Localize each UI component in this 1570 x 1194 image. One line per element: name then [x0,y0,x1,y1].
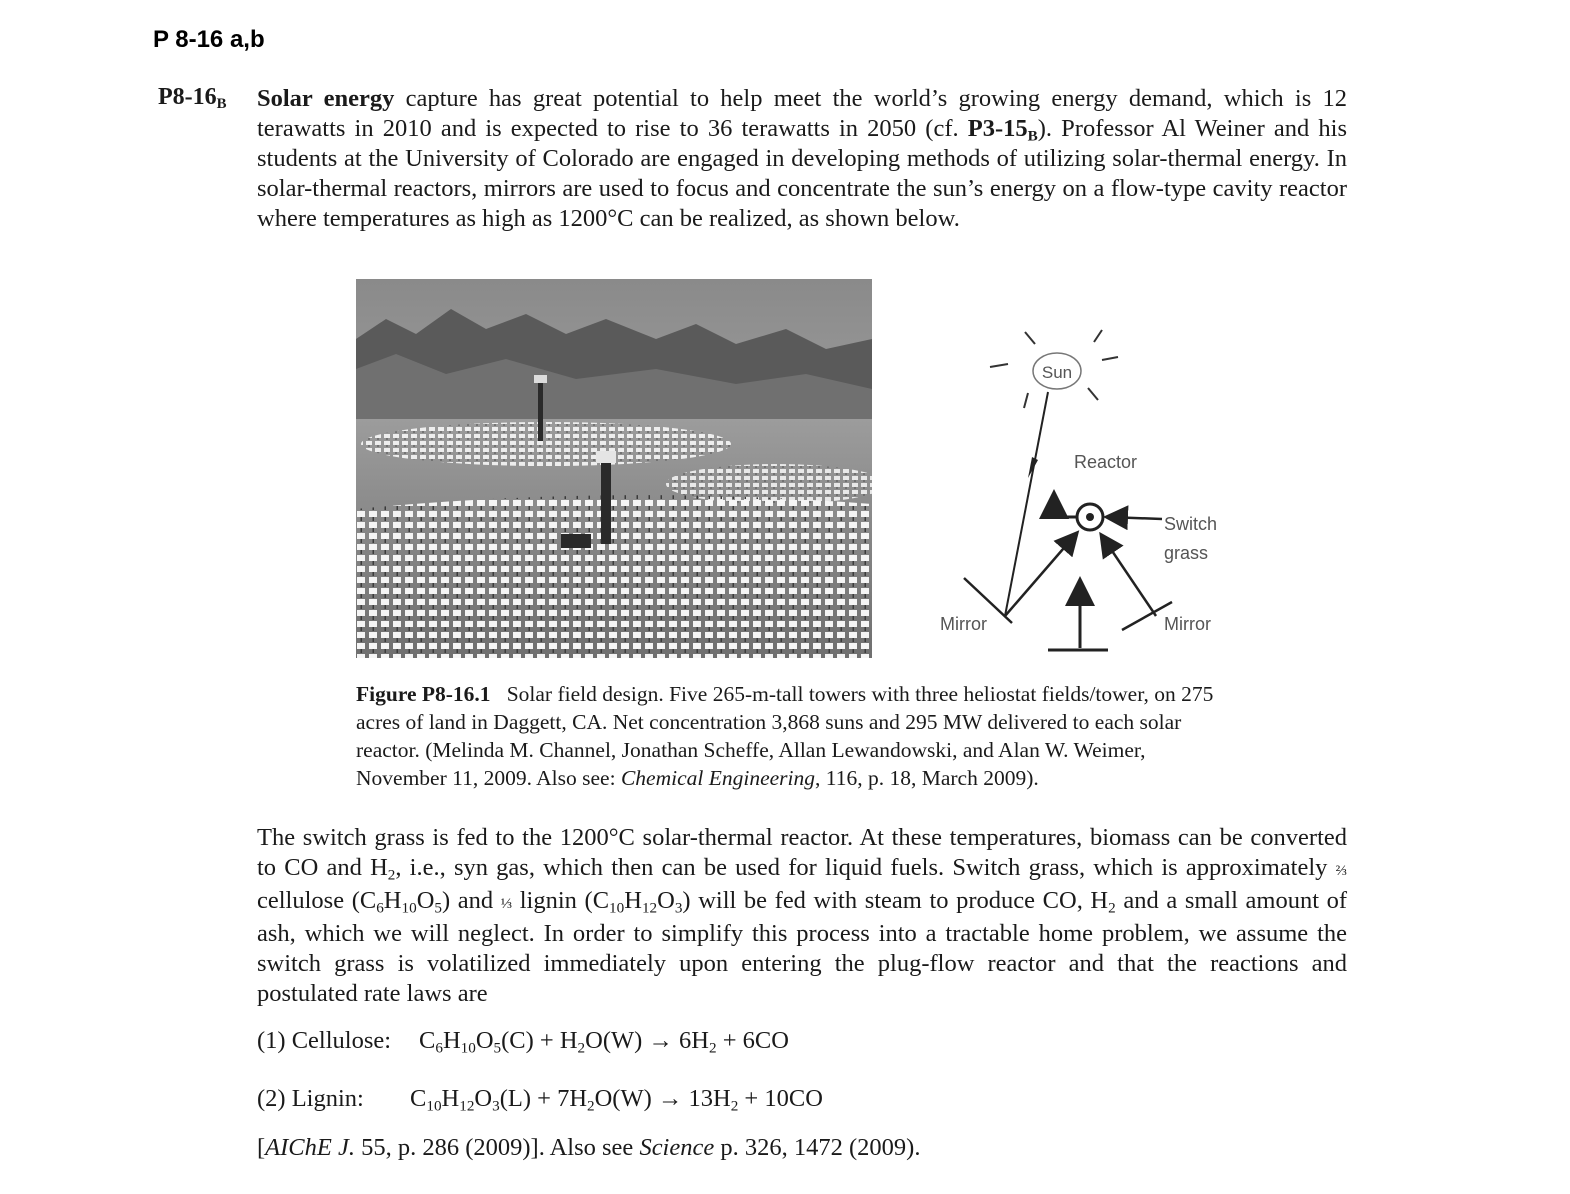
mirror-left-label: Mirror [940,614,987,634]
equation-lignin: (2) Lignin: $C_{10}H_{12}O_3(L) + 7H_2O(W) \to 13H_2 + 10CO$ [257,1085,823,1115]
figure-caption: Figure P8-16.1 Solar field design. Five 265-m-tall towers with three heliostat fields/tower, on 275 acres of land in Daggett, CA. Net concentration 3,868 suns and 295 MW delivered to each solar reactor. (Melinda M. Channel, Jonathan Scheffe, Allan Lewandowski, and Alan W. Weimer, November 11, 2009. Also see: Chemical Engineering, 116, p. 18, March 2009). [356,682,1214,790]
grass-label: grass [1164,543,1209,563]
mirror-right-label: Mirror [1164,614,1211,634]
fraction-one-third: ⅓ [500,895,513,912]
figure-label: Figure P8-16.1 [356,682,491,706]
references: [AIChE J. 55, p. 286 (2009)]. Also see Science p. 326, 1472 (2009). [257,1134,921,1161]
problem-number: $P8-16_B$ [158,84,227,113]
page-heading: P 8-16 a,b [153,26,265,53]
fraction-two-thirds: ⅔ [1335,862,1347,879]
reactor-diagram [930,320,1250,660]
cross-reference: $P3-15_B$ [967,115,1038,145]
body-paragraph: The switch grass is fed to the 1200°C solar-thermal reactor. At these temperatures, biomass can be converted to CO and $H_2$, i.e., syn gas, which then can be used for liquid fuels. Switch grass, which is approximately ⅔ cellulose $(C_6H_{10}O_5)$ and ⅓ lignin $(C_{10}H_{12}O_3)$ will be fed with steam to produce CO, $H_2$ and a small amount of ash, which we will neglect. In order to simplify this process into a tractable home problem, we assume the switch grass is volatilized immediately upon entering the plug-flow reactor and that the reactions and postulated rate laws are [257,824,1348,1007]
intro-paragraph: Solar energy capture has great potential to help meet the world’s growing energy demand, which is 12 terawatts in 2010 and is expected to rise to 36 terawatts in 2050 (cf. $P3-15_B$). Professor Al Weiner and his students at the University of Colorado are engaged in developing methods of utilizing solar-thermal energy. In solar-thermal reactors, mirrors are used to focus and concentrate the sun’s energy on a flow-type cavity reactor where temperatures as high as 1200°C can be realized, as shown below. [257,85,1347,232]
reactor-label: Reactor [1074,452,1138,472]
sun-label: Sun [1041,363,1073,382]
incident-ray [1005,392,1048,616]
switch-label: Switch [1164,514,1218,534]
journal-name: Chemical Engineering [620,766,815,790]
solar-field-photo [356,279,872,658]
bold-lead: Solar energy [257,85,395,112]
equation-cellulose: (1) Cellulose: $C_6H_{10}O_5(C) + H_2O(W) \to 6H_2 + 6CO$ [257,1027,789,1057]
